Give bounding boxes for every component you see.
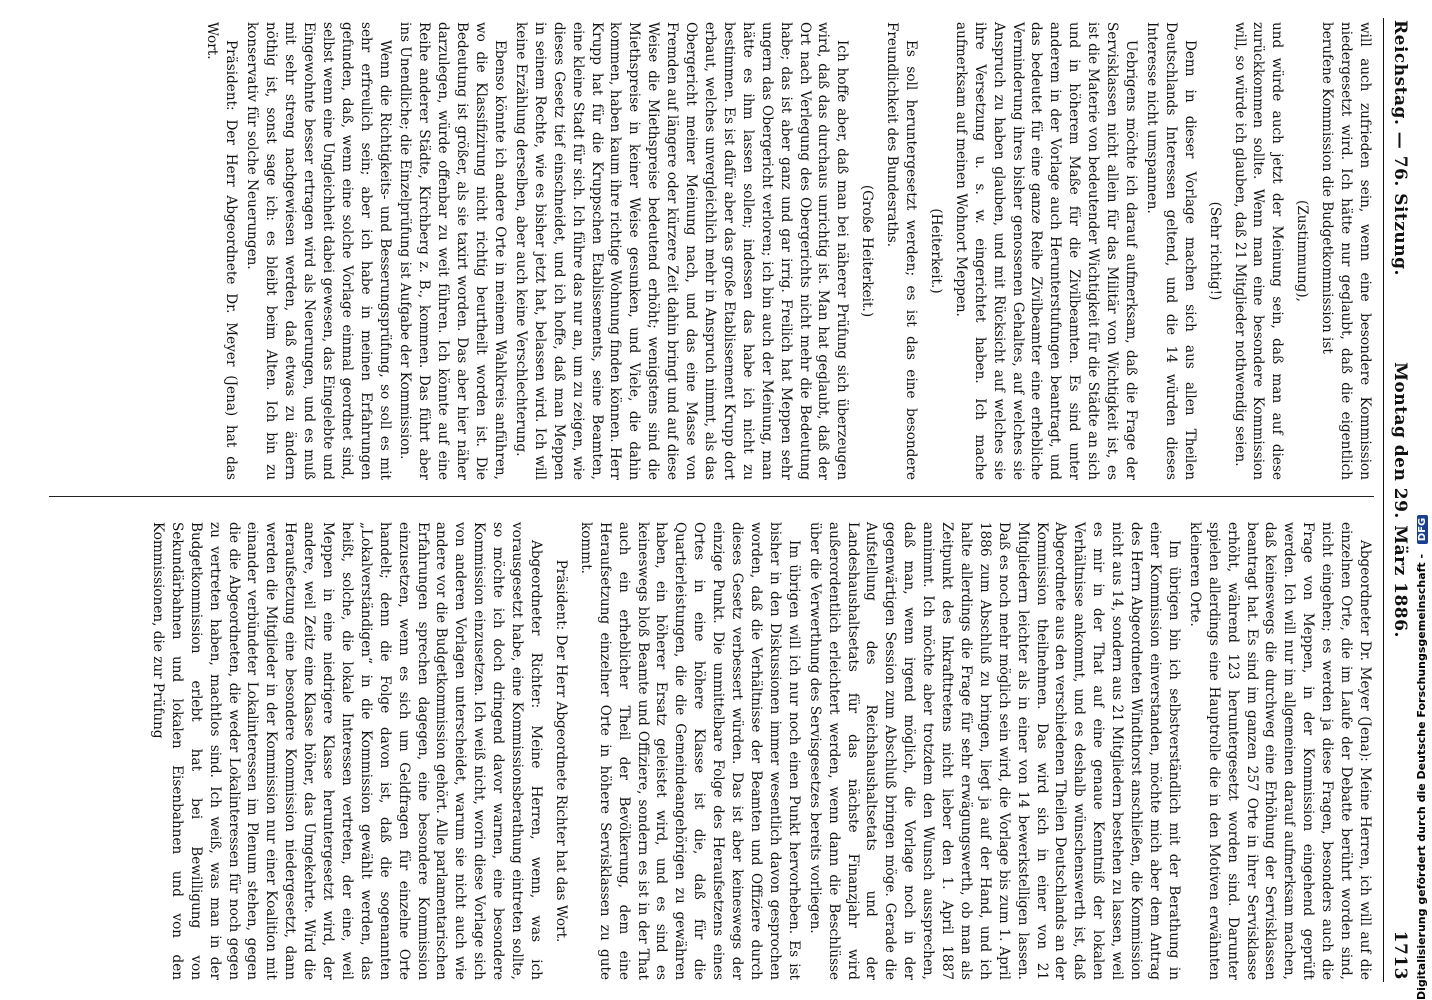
paragraph: Im übrigen bin ich selbstverständlich mit der Berathung in einer Kommission einverstanden, möchte mich aber dem Antrag des Herrn Abgeordneten Windthorst anschließen, die Kommission nicht aus 14, sondern aus 21 Mitgliedern bestehen zu lassen, weil es mir in der That auf eine genaue Kenntniß der lokalen Verhältnisse ankommt, und es deshalb wünschenswerth ist, daß Abgeordnete aus den verschiedenen Theilen Deutschlands an der Kommission theilnehmen. Das wird sich in einer von 21 Mitgliedern leichter als in einer von 14 bewerkstelligen lassen. Daß es noch mehr möglich sein wird, die Vorlage bis zum 1. April 1886 zum Abschluß zu bringen, liegt ja auf der Hand, und ich halte allerdings die Frage für sehr erwägungswerth, ob man als Zeitpunkt des Inkrafttretens nicht lieber den 1. April 1887 annimmt. Ich möchte aber trotzdem den Wunsch aussprechen, daß man, wenn irgend möglich, die Vorlage noch in der gegenwärtigen Session zum Abschluß bringen möge. Gerade die Aufstellung des Reichshaushaltsetats und der Landeshaushaltsetats für das nächste Finanzjahr wird außerordentlich erleichtert werden, wenn dann die Beschlüsse über die Verwerthung des Servisgesetzes bereits vorliegen.	[806, 522, 1182, 980]
digitization-credit	[1415, 0, 1431, 1000]
paragraph: Uebrigens möchte ich darauf aufmerksam, daß die Frage der Servisklassen nicht allein für das Militär von Wichtigkeit ist, es ist die Materie von bedeutender Wichtigkeit für die Städte an sich und in höherem Maße für die Zivilbeamten. Es sind unter anderem in der Vorlage auch Herunterstufungen beantragt, und das bedeutet für eine ganze Reihe Zivilbeamter eine erhebliche Verminderung ihres bisher genossenen Gehaltes, auf welches sie Anspruch zu haben glauben, und mit Rücksicht auf welches sie ihre Versetzung u. s. w. eingerichtet haben. Ich mache aufmerksam auf meinen Wohnort Meppen.	[952, 22, 1140, 480]
paragraph: Wenn die Richtigkeits- und Besserungsprüfung, so soll es mit sehr erfreulich sein; aber ich habe in meinen Erfahrungen gefunden, daß, wenn eine solche Vorlage einmal geordnet sind, selbst wenn eine Ungleichheit dabei gewesen, das Eingelebte und Eingewohnte besser ertragen wird als Neuerungen, und es muß mit sehr streng nachgewiesen werden, daß etwas zu ändern nöthig ist, sonst sage ich: es bleibt beim Alten. Ich bin zu konservativ für solche Neuerungen.	[244, 22, 393, 480]
paragraph: und würde auch jetzt der Meinung sein, daß man auf diese zurückkommen sollte. Wenn man eine besondere Kommission will, so würde ich glauben, daß 21 Mitglieder nothwendig seien.	[1231, 22, 1286, 480]
header-date: Montag den 29. März 1886.	[1390, 362, 1410, 638]
speaker-paragraph: Abgeordneter Dr. Meyer (Jena): Meine Herren, ich will auf die einzelnen Orte, die im Laufe der Debatte berührt worden sind, nicht eingehen; es werden ja diese Fragen, besonders auch die Frage von Meppen, in der Kommission eingehend geprüft werden. Ich will nur im allgemeinen darauf aufmerksam machen, daß keineswegs die durchweg eine Erhöhung der Servisklassen beantragt hat. Es sind im ganzen 257 Orte in ihrer Servisklasse erhöht, während 123 heruntergesetzt worden sind. Darunter spielen allerdings eine Hauptrolle die in den Motiven erwähnten kleineren Orte.	[1186, 522, 1373, 980]
paragraph: Ich hoffe aber, daß man bei näherer Prüfung sich überzeugen wird, daß das durchaus unrichtig ist. Man hat geglaubt, daß der Ort nach Verlegung des Obergerichts nicht mehr die Bedeutung habe; das ist aber ganz und gar irrig. Freilich hat Meppen sehr ungern das Obergericht verloren; ich bin auch der Meinung, man hätte es ihm lassen sollen; indessen das habe ich nicht zu bestimmen. Es ist dafür aber das große Etablissement Krupp dort erbaut, welches unvergleichlich mehr in Anspruch nimmt, als das Obergericht meiner Meinung nach, und das eine Masse von Fremden auf längere oder kürzere Zeit dahin bringt und auf diese Weise die Miethspreise bedeutend erhöht; wenigstens sind die Miethspreise in keiner Weise gesunken, und Viele, die dahin kommen, haben kaum ihre richtige Wohnung finden können. Herr Krupp hat für die Kruppschen Etablissements, seine Beamten, eine kleine Stadt für sich. Ich führe das nur an, um zu zeigen, wie dieses Gesetz tief einschneidet, und ich hoffe, daß man Meppen in seinem Rechte, wie es bisher jetzt hat, belassen wird. Ich will keine Erzählung derselben, aber auch keine Verschlechterung.	[512, 22, 851, 480]
interjection: (Sehr richtig!)	[1206, 201, 1223, 301]
left-column	[201, 22, 1374, 480]
credit-text: Digitalisierung gefördert durch die Deutsche Forschungsgemeinschaft -	[1415, 553, 1428, 1000]
paragraph: will auch zufrieden sein, wenn eine besondere Kommission niedergesetzt wird. Ich hätte nur geglaubt, daß die eigentlich berufene Kommission die Budgetkommission ist	[1319, 22, 1373, 480]
right-column	[146, 522, 1374, 980]
paragraph: Ebenso könnte ich andere Orte in meinem Wahlkreis anführen, wo die Klassifizirung nicht richtig beurtheilt worden ist. Die Bedeutung ist größer, als sie taxirt worden. Das aber hier näher darzulegen, würde offenbar zu weit führen. Ich könnte auf eine Reihe anderer Städte, Kirchberg z. B., kommen. Das führt aber ins Unendliche; die Einzelprüfung ist Aufgabe der Kommission.	[397, 22, 509, 480]
page-number: 1713	[1390, 930, 1410, 980]
column-divider	[49, 496, 1374, 497]
paragraph: Es soll heruntergesetzt werden; es ist das eine besondere Freundlichkeit des Bundesraths.	[884, 22, 920, 480]
interjection: (Zustimmung),	[1294, 200, 1311, 302]
interjection: (Große Heiterkeit.)	[859, 184, 876, 318]
speaker-paragraph: Präsident: Der Herr Abgeordnete Richter hat das Wort.	[552, 559, 569, 943]
header-rule	[1383, 18, 1384, 982]
dfg-logo: DFG	[1417, 515, 1428, 544]
page-header	[1388, 20, 1410, 980]
speaker-paragraph: Abgeordneter Richter: Meine Herren, wenn, was ich vorausgesetzt habe, eine Kommissionsberathung eintreten sollte, so möchte ich doch dringend davor warnen, eine besondere Kommission einzusetzen. Ich weiß nicht, worin diese Vorlage sich von anderen Vorlagen unterscheidet, warum sie nicht auch wie andere vor die Budgetkommission gehört. Alle parlamentarischen Erfahrungen sprechen dagegen, eine besondere Kommission einzusetzen, wenn es sich um Geldfragen für einzelne Orte handelt; denn die Folge davon ist, daß die sogenannten „Lokalverständigen“ in die Kommission gewählt werden, das heißt, solche, die lokale Interessen vertreten, der eine, weil Meppen in eine niedrigere Klasse heruntergesetzt wird, der andere, weil Zeitz eine Klasse höher, das Umgekehrte. Wird die Heraufsetzung eine besondere Kommission niedergesetzt, dann werden die Mitglieder in der Kommission nur einer Koalition mit einander verbündeter Lokalinteressen im Plenum stehen, gegen die die Abgeordneten, die weder Lokalinteressen für noch gegen zu vertreten haben, machtlos sind. Ich weiß, was man in der Budgetkommission erlebt hat bei Bewilligung von Sekundärbahnen und lokalen Eisenbahnen und von den Kommissionen, die zur Prüfung	[149, 522, 545, 980]
header-session: Reichstag. — 76. Sitzung.	[1390, 20, 1410, 276]
paragraph: Im übrigen will ich nur noch einen Punkt hervorheben. Es ist bisher in den Diskussionen immer wesentlich davon gesprochen worden, daß die Verhältnisse der Beamten und Offiziere durch dieses Gesetz verbessert würden. Das ist aber keineswegs der einzige Punkt. Die unmittelbare Folge des Heraufsetzens eines Ortes in eine höhere Klasse ist die, daß für die Quartierleistungen, die die Gemeindeangehörigen zu gewähren haben, ein höherer Ersatz geleistet wird, und es sind es keineswegs bloß Beamte und Offiziere, sondern es ist in der That auch ein erheblicher Theil der Bevölkerung, dem eine Heraufsetzung einzelner Orte in höhere Servisklassen zu gute kommt.	[577, 522, 802, 980]
paragraph: Denn in dieser Vorlage machen sich aus allen Theilen Deutschlands Interessen geltend, und die 14 würden dieses Interesse nicht umspannen.	[1143, 22, 1198, 480]
speaker-paragraph: Präsident: Der Herr Abgeordnete Dr. Meyer (Jena) hat das Wort.	[204, 22, 240, 480]
interjection: (Heiterkeit.)	[927, 208, 944, 294]
